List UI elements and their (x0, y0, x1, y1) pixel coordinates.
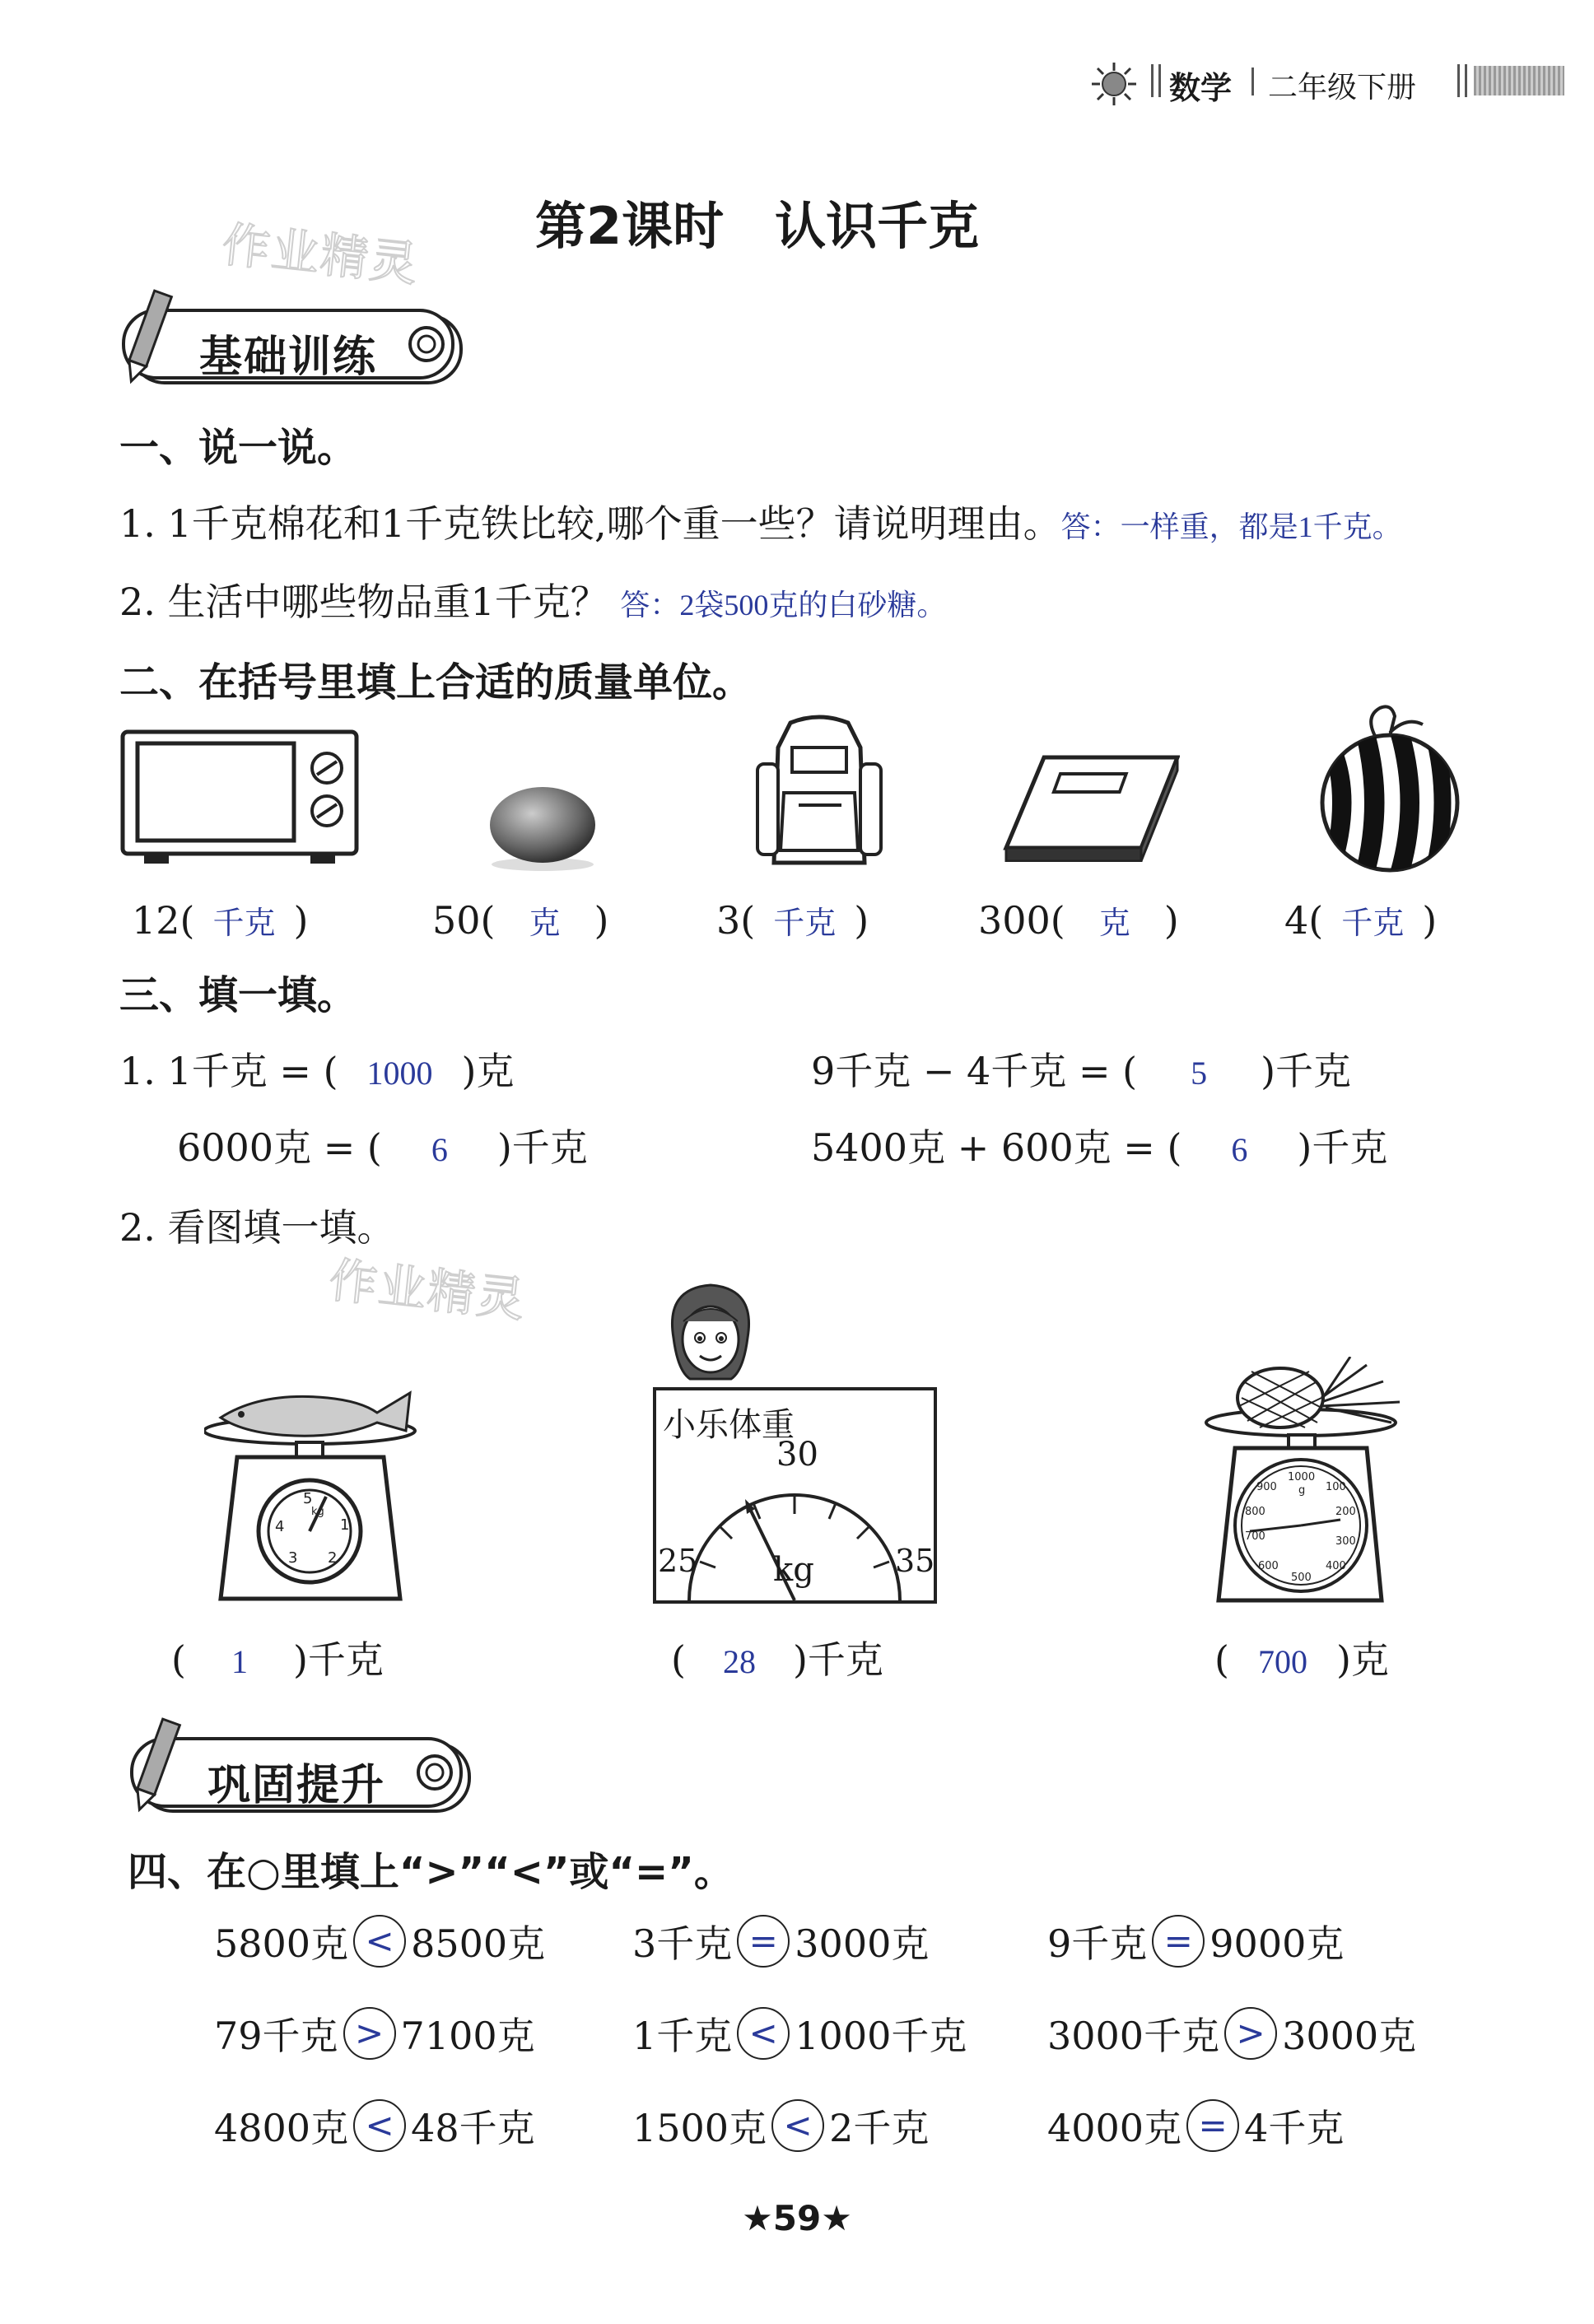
svg-text:3: 3 (288, 1549, 298, 1567)
compare-symbol: > (1224, 2007, 1277, 2060)
tick-label-25: 25 (658, 1543, 698, 1579)
watermark: 作业精灵 (219, 216, 422, 293)
page-header (1087, 58, 1564, 107)
compare-item (1047, 2006, 1416, 2061)
left-value: 3千克 (632, 1921, 733, 1966)
book-icon (1003, 751, 1180, 862)
unit-label-kg: kg (773, 1551, 814, 1589)
item-number: 12( (132, 898, 195, 943)
answer-text: 6 (1231, 1131, 1248, 1168)
right-value: 4千克 (1244, 2106, 1345, 2150)
answer-text: 克 (1098, 906, 1130, 941)
answer-text: 答：2袋500克的白砂糖。 (620, 589, 947, 622)
compare-item (214, 1914, 545, 1968)
tick-label-30: 30 (776, 1436, 818, 1474)
svg-text:1000: 1000 (1288, 1471, 1316, 1483)
compare-symbol: < (737, 2007, 790, 2060)
compare-item (1047, 1914, 1344, 1968)
unit-text: )千克 (496, 1125, 588, 1170)
unit-item (716, 897, 869, 943)
answer-text: 克 (529, 906, 561, 941)
svg-text:900: 900 (1256, 1481, 1277, 1493)
right-value: 9000克 (1209, 1921, 1345, 1966)
unit-text: )千克 (1261, 1049, 1352, 1093)
scale-answer-3 (1214, 1630, 1389, 1684)
right-value: 2千克 (829, 2106, 930, 2150)
right-value: 3000克 (1282, 2014, 1417, 2058)
tick-label-35: 35 (895, 1543, 935, 1579)
answer-text: 千克 (1341, 906, 1405, 941)
fill-item (811, 1118, 1387, 1172)
compare-item (214, 2098, 535, 2153)
svg-text:4: 4 (275, 1518, 285, 1535)
backpack-icon (749, 715, 889, 871)
svg-text:100: 100 (1326, 1481, 1346, 1493)
answer-text: 5 (1191, 1055, 1208, 1092)
page-number: 59 (772, 2198, 822, 2238)
part1-question-2 (119, 572, 946, 626)
page-title: 第2课时 认识千克 (535, 196, 980, 256)
right-value: 3000克 (795, 1921, 930, 1966)
compare-symbol: = (737, 1915, 790, 1968)
compare-symbol: < (353, 2099, 406, 2152)
open-paren: ( (671, 1637, 686, 1682)
svg-text:5: 5 (303, 1490, 313, 1507)
left-value: 79千克 (214, 2014, 338, 2058)
question-text: 9千克 − 4千克 = ( (811, 1049, 1138, 1093)
compare-symbol: = (1186, 2099, 1239, 2152)
close-paren: ) (1422, 898, 1438, 943)
fish-scale-icon (204, 1383, 418, 1601)
right-value: 1000千克 (795, 2014, 967, 2058)
unit-text: )克 (461, 1049, 515, 1093)
girl-icon (665, 1280, 756, 1387)
svg-text:kg: kg (311, 1506, 324, 1518)
open-paren: ( (1214, 1637, 1229, 1682)
compare-symbol: < (353, 1915, 406, 1968)
right-value: 8500克 (411, 1921, 546, 1966)
section-banner-basic (115, 284, 469, 387)
question-text: 6000克 = ( (177, 1125, 382, 1170)
unit-item (1284, 897, 1437, 943)
part2-heading: 二、在括号里填上合适的质量单位。 (119, 659, 753, 706)
part3-question-2: 2. 看图填一填。 (119, 1205, 395, 1250)
open-paren: ( (171, 1637, 186, 1682)
answer-text: 千克 (773, 906, 837, 941)
watermark: 作业精灵 (326, 1251, 529, 1329)
svg-text:500: 500 (1291, 1572, 1312, 1584)
watermelon-icon (1316, 700, 1466, 873)
answer-text: 1000 (366, 1055, 433, 1092)
page-number-wrap (0, 2198, 1594, 2238)
sun-icon (1087, 61, 1141, 107)
compare-item (214, 2006, 535, 2061)
header-bar (1474, 66, 1564, 95)
close-paren: ) (854, 898, 869, 943)
star-icon: ★ (821, 2198, 852, 2238)
item-number: 300( (978, 898, 1065, 943)
unit-text: )千克 (1297, 1125, 1388, 1170)
item-number: 4( (1284, 898, 1324, 943)
item-number: 3( (716, 898, 756, 943)
scale-title: 小乐体重 (663, 1406, 795, 1444)
compare-symbol: = (1152, 1915, 1205, 1968)
right-value: 7100克 (400, 2014, 535, 2058)
question-text: 5400克 + 600克 = ( (811, 1125, 1182, 1170)
close-paren: ) (594, 898, 609, 943)
microwave-icon (119, 729, 360, 869)
compare-symbol: < (771, 2099, 824, 2152)
weight-scale-panel (653, 1387, 937, 1604)
unit-text: )克 (1335, 1637, 1389, 1682)
answer-text: 6 (431, 1131, 448, 1168)
header-subject: 数学 (1169, 70, 1233, 106)
svg-text:600: 600 (1258, 1560, 1279, 1572)
answer-text: 1 (231, 1643, 248, 1680)
left-value: 5800克 (214, 1921, 349, 1966)
egg-icon (484, 782, 601, 873)
svg-text:2: 2 (328, 1549, 338, 1567)
compare-item (1047, 2098, 1344, 2153)
scale-answer-2 (671, 1630, 883, 1684)
svg-text:1: 1 (340, 1516, 350, 1534)
fill-item (811, 1041, 1351, 1096)
part4-heading: 四、在○里填上“>”“<”或“=”。 (128, 1849, 734, 1895)
left-value: 4800克 (214, 2106, 349, 2150)
answer-text: 千克 (212, 906, 276, 941)
left-value: 1千克 (632, 2014, 733, 2058)
left-value: 3000千克 (1047, 2014, 1220, 2058)
question-text: 2. 生活中哪些物品重1千克？ (119, 580, 608, 624)
close-paren: ) (293, 898, 309, 943)
svg-text:800: 800 (1245, 1506, 1265, 1518)
pineapple-scale-icon (1202, 1357, 1420, 1604)
unit-text: )千克 (292, 1637, 384, 1682)
svg-text:200: 200 (1335, 1506, 1356, 1518)
part3-heading: 三、填一填。 (119, 972, 357, 1018)
left-value: 9千克 (1047, 1921, 1148, 1966)
close-paren: ) (1163, 898, 1179, 943)
answer-text: 答：一样重，都是1千克。 (1060, 510, 1402, 543)
compare-item (632, 2006, 967, 2061)
compare-item (632, 1914, 929, 1968)
part1-question-1 (119, 494, 1402, 548)
compare-item (632, 2098, 929, 2153)
right-value: 48千克 (411, 2106, 535, 2150)
fill-item (177, 1118, 588, 1172)
header-grade: 二年级下册 (1268, 71, 1417, 105)
svg-text:300: 300 (1335, 1535, 1356, 1548)
item-number: 50( (432, 898, 496, 943)
fill-item (119, 1041, 514, 1096)
left-value: 4000克 (1047, 2106, 1182, 2150)
section-title-advance: 巩固提升 (207, 1761, 386, 1810)
unit-item (432, 897, 608, 943)
compare-symbol: > (343, 2007, 396, 2060)
section-title-basic: 基础训练 (199, 333, 378, 382)
unit-text: )千克 (792, 1637, 883, 1682)
question-text: 1. 1千克棉花和1千克铁比较,哪个重一些？请说明理由。 (119, 501, 1061, 546)
unit-item (978, 897, 1179, 943)
left-value: 1500克 (632, 2106, 767, 2150)
svg-text:400: 400 (1326, 1560, 1346, 1572)
question-text: 1. 1千克 = ( (119, 1049, 338, 1093)
answer-text: 700 (1257, 1643, 1307, 1680)
answer-text: 28 (722, 1643, 756, 1680)
unit-item (132, 897, 308, 943)
svg-text:700: 700 (1245, 1530, 1265, 1543)
section-banner-advance (124, 1712, 478, 1815)
star-icon: ★ (742, 2198, 773, 2238)
scale-answer-1 (171, 1630, 384, 1684)
svg-text:g: g (1298, 1484, 1306, 1497)
part1-heading: 一、说一说。 (119, 425, 357, 471)
